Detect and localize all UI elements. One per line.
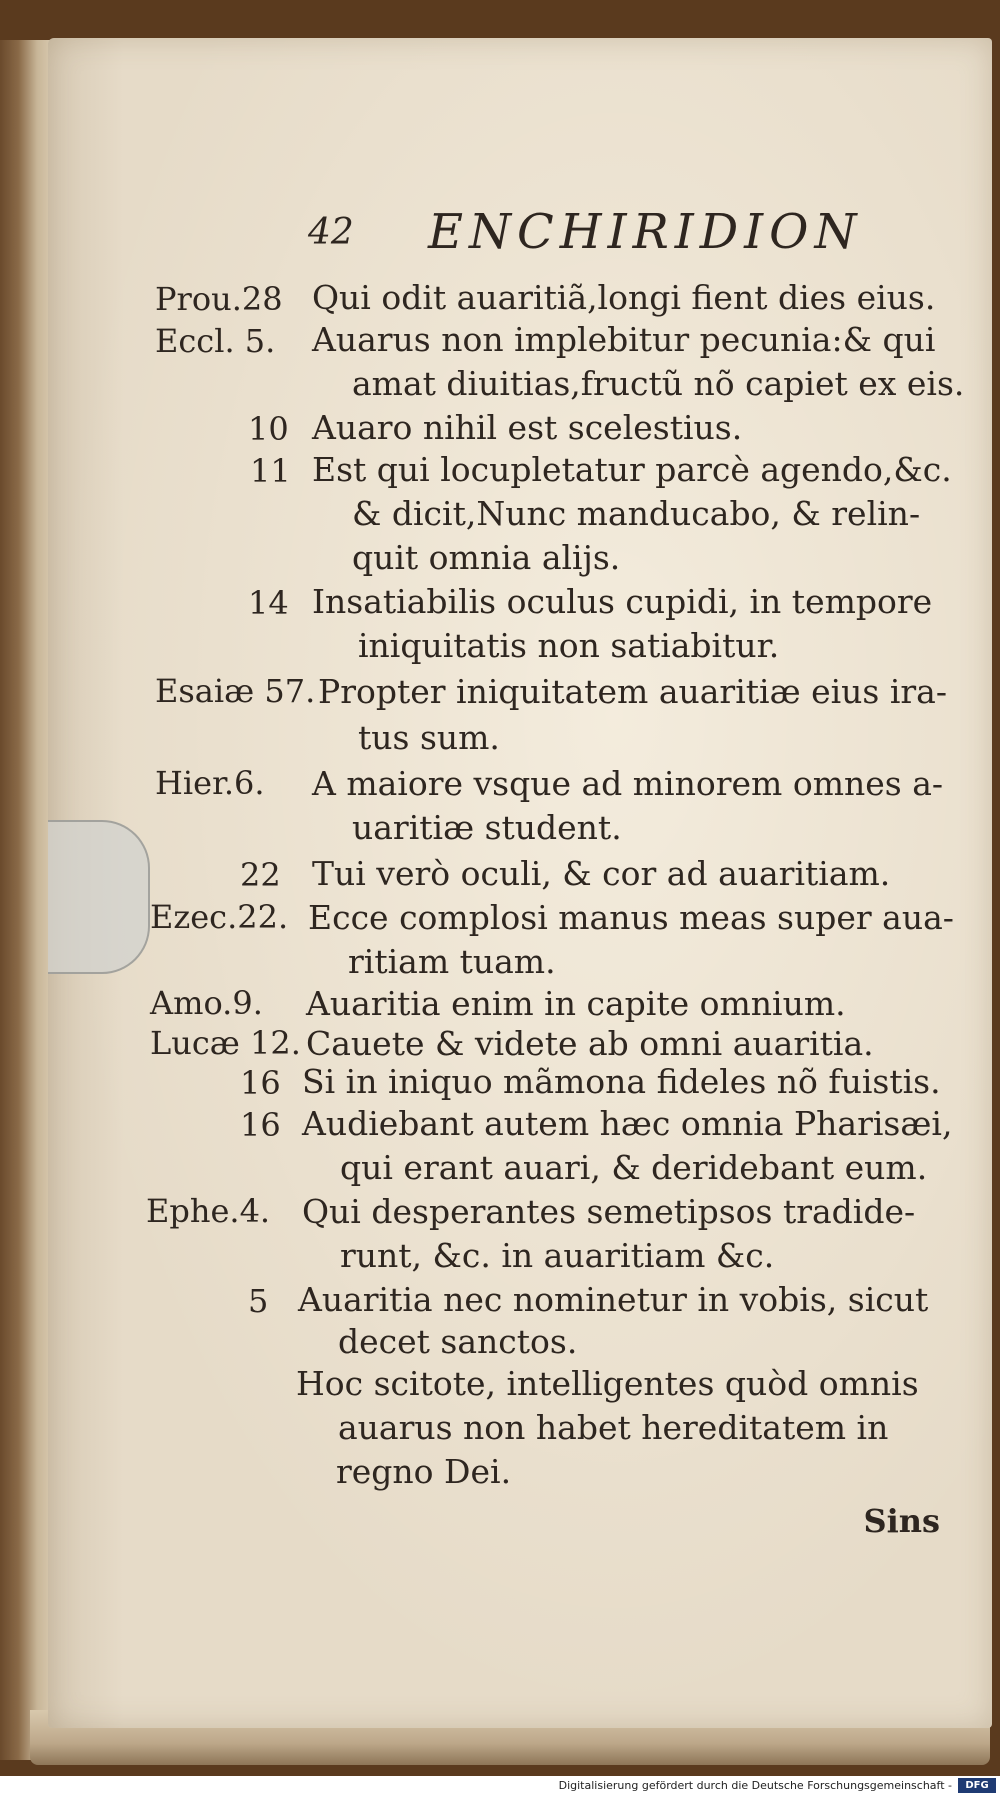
line-text: & dicit,Nunc manducabo, & relin- [352, 494, 921, 533]
line-ref: 14 [248, 584, 289, 622]
catchword: Sins [863, 1502, 940, 1540]
line-text: Ecce complosi manus meas super aua- [308, 898, 954, 937]
line-text: Tui verò oculi, & cor ad auaritiam. [312, 854, 891, 893]
line-text: Auarus non implebitur pecunia:& qui [312, 320, 936, 359]
line-text: Hoc scitote, intelligentes quòd omnis [296, 1364, 919, 1403]
line-text: amat diuitias,fructũ nõ capiet ex eis. [352, 364, 965, 403]
line-text: ritiam tuam. [348, 942, 556, 981]
line-ref: Amo.9. [150, 984, 263, 1022]
line-ref: Eccl. 5. [155, 322, 276, 360]
line-text: Cauete & videte ab omni auaritia. [306, 1024, 874, 1063]
line-text: quit omnia alijs. [352, 538, 621, 577]
line-text: A maiore vsque ad minorem omnes a- [312, 764, 944, 803]
line-text: runt, &c. in auaritiam &c. [340, 1236, 775, 1275]
page-clip [48, 820, 150, 974]
line-text: Si in iniquo mãmona fideles nõ fuistis. [302, 1062, 941, 1101]
line-ref: 10 [248, 410, 289, 448]
line-ref: 22 [240, 856, 281, 894]
line-text: Est qui locupletatur parcè agendo,&c. [312, 450, 952, 489]
line-ref: 11 [250, 452, 291, 490]
line-text: auarus non habet hereditatem in [338, 1408, 889, 1447]
line-text: regno Dei. [336, 1452, 512, 1491]
line-ref: Ezec.22. [150, 898, 289, 936]
line-text: uaritiæ student. [352, 808, 622, 847]
line-text: Qui desperantes semetipsos tradide- [302, 1192, 916, 1231]
line-text: Insatiabilis oculus cupidi, in tempore [312, 582, 933, 621]
footer-bar [0, 1776, 1000, 1796]
line-text: Auaritia enim in capite omnium. [306, 984, 846, 1023]
line-text: Auaritia nec nominetur in vobis, sicut [298, 1280, 929, 1319]
line-ref: 5 [248, 1282, 269, 1320]
footer-credit: Digitalisierung gefördert durch die Deutsche Forschungsgemeinschaft - [558, 1779, 952, 1792]
line-ref: Esaiæ 57. [155, 672, 316, 710]
line-ref: Prou.28 [155, 280, 283, 318]
line-text: decet sanctos. [338, 1322, 578, 1361]
page-number: 42 [308, 212, 354, 253]
line-text: tus sum. [358, 718, 500, 757]
line-text: Auaro nihil est scelestius. [312, 408, 743, 447]
dfg-logo: DFG [958, 1778, 996, 1793]
line-text: iniquitatis non satiabitur. [358, 626, 780, 665]
line-ref: Ephe.4. [146, 1192, 271, 1230]
line-text: Propter iniquitatem auaritiæ eius ira- [318, 672, 947, 711]
line-text: Qui odit auaritiã,longi fient dies eius. [312, 278, 936, 317]
line-ref: 16 [240, 1106, 281, 1144]
line-ref: 16 [240, 1064, 281, 1102]
line-ref: Lucæ 12. [150, 1024, 301, 1062]
line-text: qui erant auari, & deridebant eum. [340, 1148, 928, 1187]
line-text: Audiebant autem hæc omnia Pharisæi, [302, 1104, 953, 1143]
line-ref: Hier.6. [155, 764, 265, 802]
running-title: ENCHIRIDION [428, 204, 863, 260]
